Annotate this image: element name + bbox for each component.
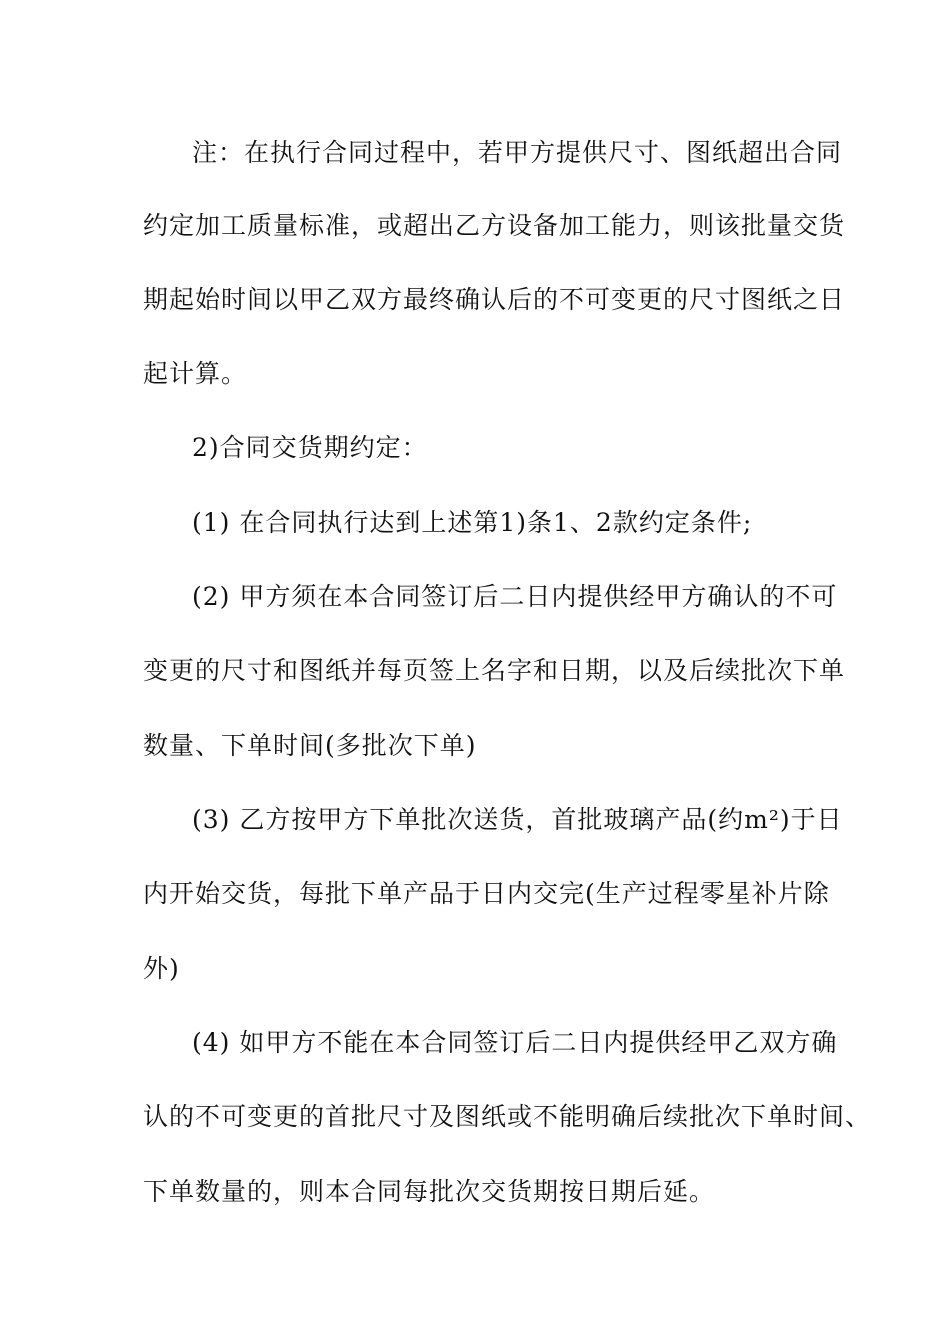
item-4-line-1: (4) 如甲方不能在本合同签订后二日内提供经甲乙双方确	[192, 1028, 838, 1057]
note-line-2: 约定加工质量标准，或超出乙方设备加工能力，则该批量交货	[143, 211, 846, 240]
item-4-line-3: 下单数量的，则本合同每批次交货期按日期后延。	[143, 1177, 716, 1206]
note-line-1: 注：在执行合同过程中，若甲方提供尺寸、图纸超出合同	[192, 138, 843, 167]
item-2-line-1: (2) 甲方须在本合同签订后二日内提供经甲方确认的不可	[192, 582, 838, 611]
item-3-line-1: (3) 乙方按甲方下单批次送货，首批玻璃产品(约m²)于日	[192, 805, 843, 834]
note-line-3: 期起始时间以甲乙双方最终确认后的不可变更的尺寸图纸之日	[143, 285, 846, 314]
item-2-line-3: 数量、下单时间(多批次下单)	[143, 731, 477, 760]
item-3-line-2: 内开始交货，每批下单产品于日内交完(生产过程零星补片除	[143, 879, 830, 908]
item-4-line-2: 认的不可变更的首批尺寸及图纸或不能明确后续批次下单时间、	[143, 1102, 872, 1131]
note-line-4: 起计算。	[143, 359, 248, 388]
section-heading: 2)合同交货期约定：	[192, 433, 428, 462]
item-1-line-1: (1) 在合同执行达到上述第1)条1、2款约定条件;	[192, 508, 753, 537]
item-3-line-3: 外)	[143, 954, 180, 983]
item-2-line-2: 变更的尺寸和图纸并每页签上名字和日期，以及后续批次下单	[143, 656, 846, 685]
